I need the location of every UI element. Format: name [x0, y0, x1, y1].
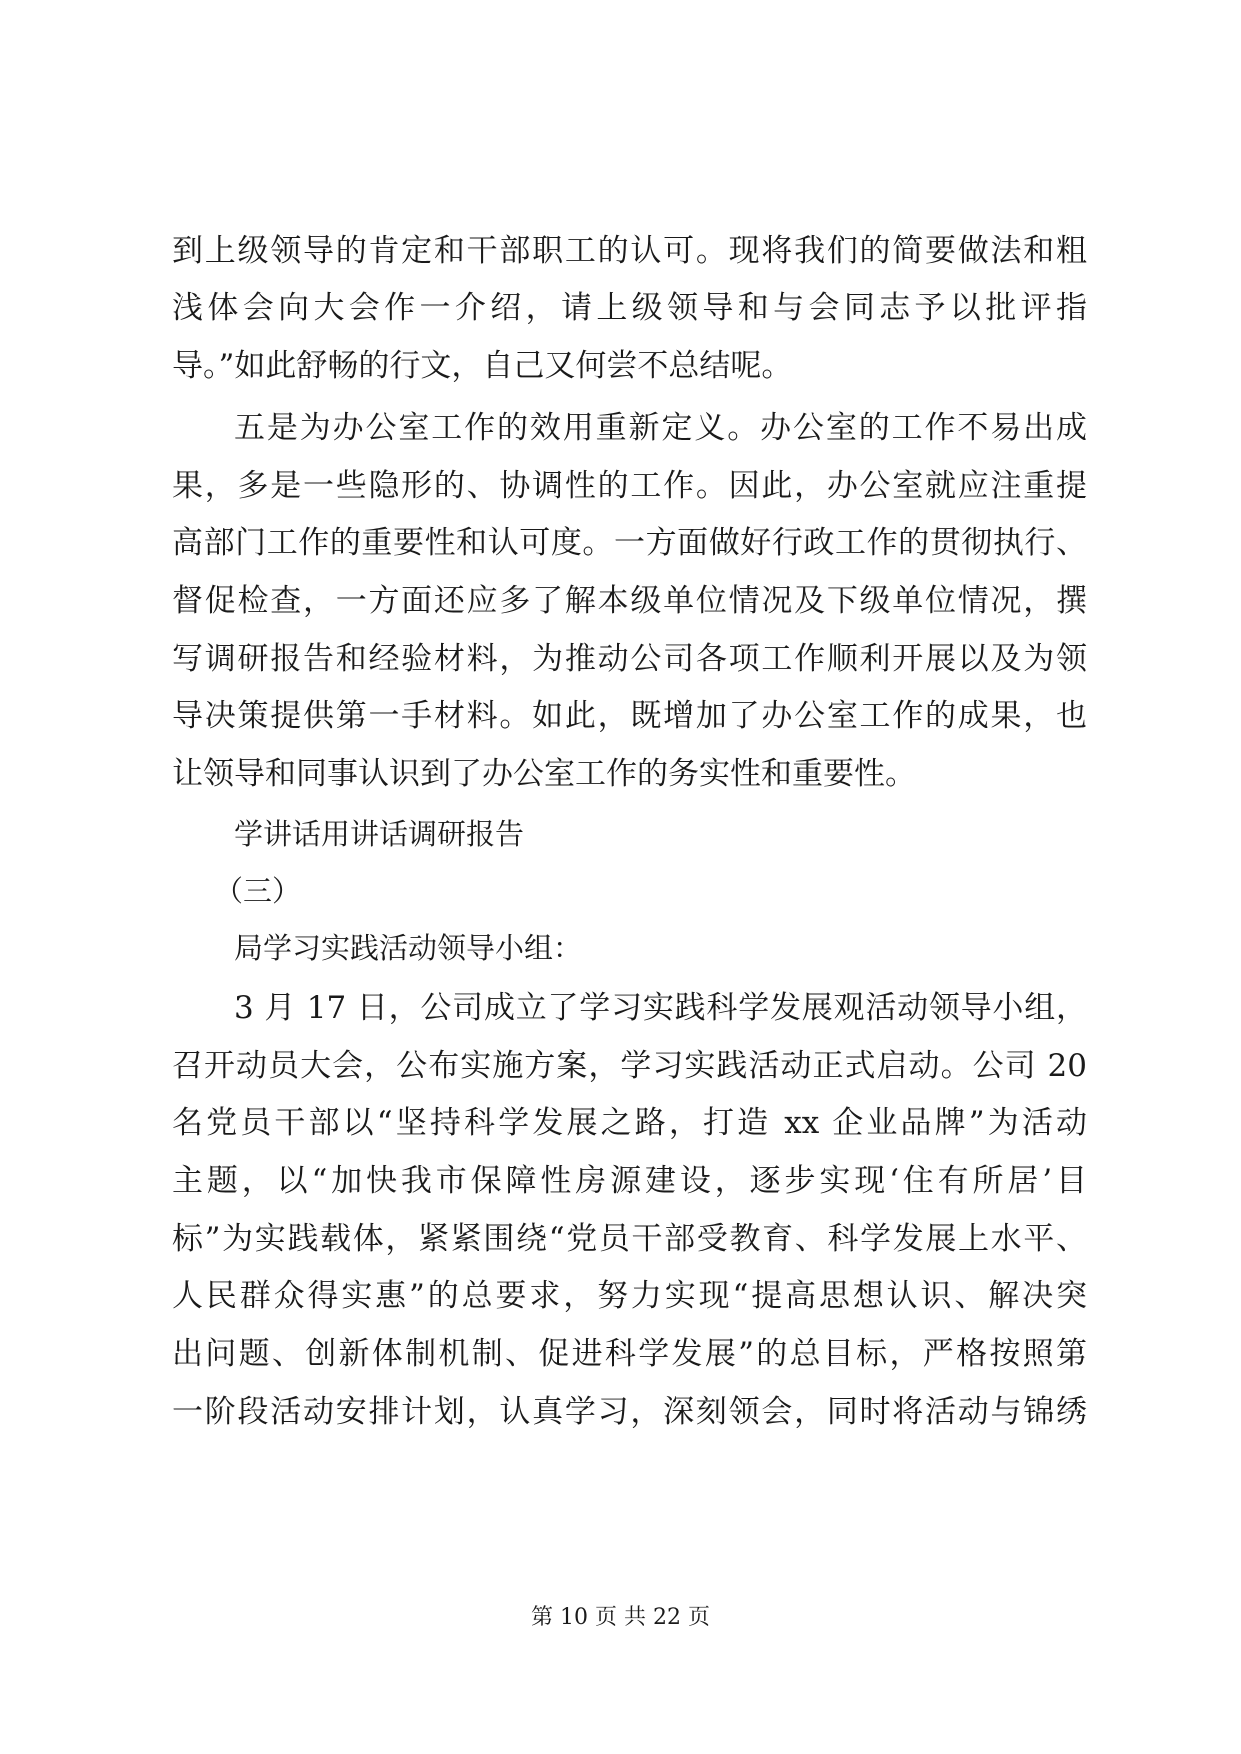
text-line: 果，多是一些隐形的、协调性的工作。因此，办公室就应注重提: [172, 468, 1087, 504]
paragraph-start-line: 3 月 17 日，公司成立了学习实践科学发展观活动领导小组，: [234, 990, 1087, 1026]
text-line: 主题，以“加快我市保障性房源建设，逐步实现‘住有所居’目: [172, 1163, 1087, 1199]
text-line: 出问题、创新体制机制、促进科学发展”的总目标，严格按照第: [172, 1336, 1087, 1372]
text-line: 浅体会向大会作一介绍，请上级领导和与会同志予以批评指: [172, 290, 1087, 326]
section-number: （三）: [214, 874, 302, 908]
text-line: 名党员干部以“坚持科学发展之路，打造 xx 企业品牌”为活动: [172, 1105, 1087, 1141]
salutation: 局学习实践活动领导小组：: [234, 931, 583, 965]
text-line: 让领导和同事认识到了办公室工作的务实性和重要性。: [172, 756, 916, 792]
text-line: 到上级领导的肯定和干部职工的认可。现将我们的简要做法和粗: [172, 233, 1087, 269]
text-line: 导决策提供第一手材料。如此，既增加了办公室工作的成果，也: [172, 698, 1087, 734]
text-line: 导。”如此舒畅的行文，自己又何尝不总结呢。: [172, 348, 793, 384]
text-line: 督促检查，一方面还应多了解本级单位情况及下级单位情况，撰: [172, 583, 1087, 619]
text-line: 标”为实践载体，紧紧围绕“党员干部受教育、科学发展上水平、: [172, 1221, 1087, 1257]
text-line: 人民群众得实惠”的总要求，努力实现“提高思想认识、解决突: [172, 1278, 1087, 1314]
text-line: 高部门工作的重要性和认可度。一方面做好行政工作的贯彻执行、: [172, 525, 1087, 561]
paragraph-start-line: 五是为办公室工作的效用重新定义。办公室的工作不易出成: [234, 410, 1087, 446]
section-title: 学讲话用讲话调研报告: [234, 817, 525, 851]
text-line: 一阶段活动安排计划，认真学习，深刻领会，同时将活动与锦绣: [172, 1394, 1087, 1430]
text-line: 写调研报告和经验材料，为推动公司各项工作顺利开展以及为领: [172, 641, 1087, 677]
text-line: 召开动员大会，公布实施方案，学习实践活动正式启动。公司 20: [172, 1048, 1087, 1084]
page-number: 第 10 页 共 22 页: [531, 1605, 710, 1630]
